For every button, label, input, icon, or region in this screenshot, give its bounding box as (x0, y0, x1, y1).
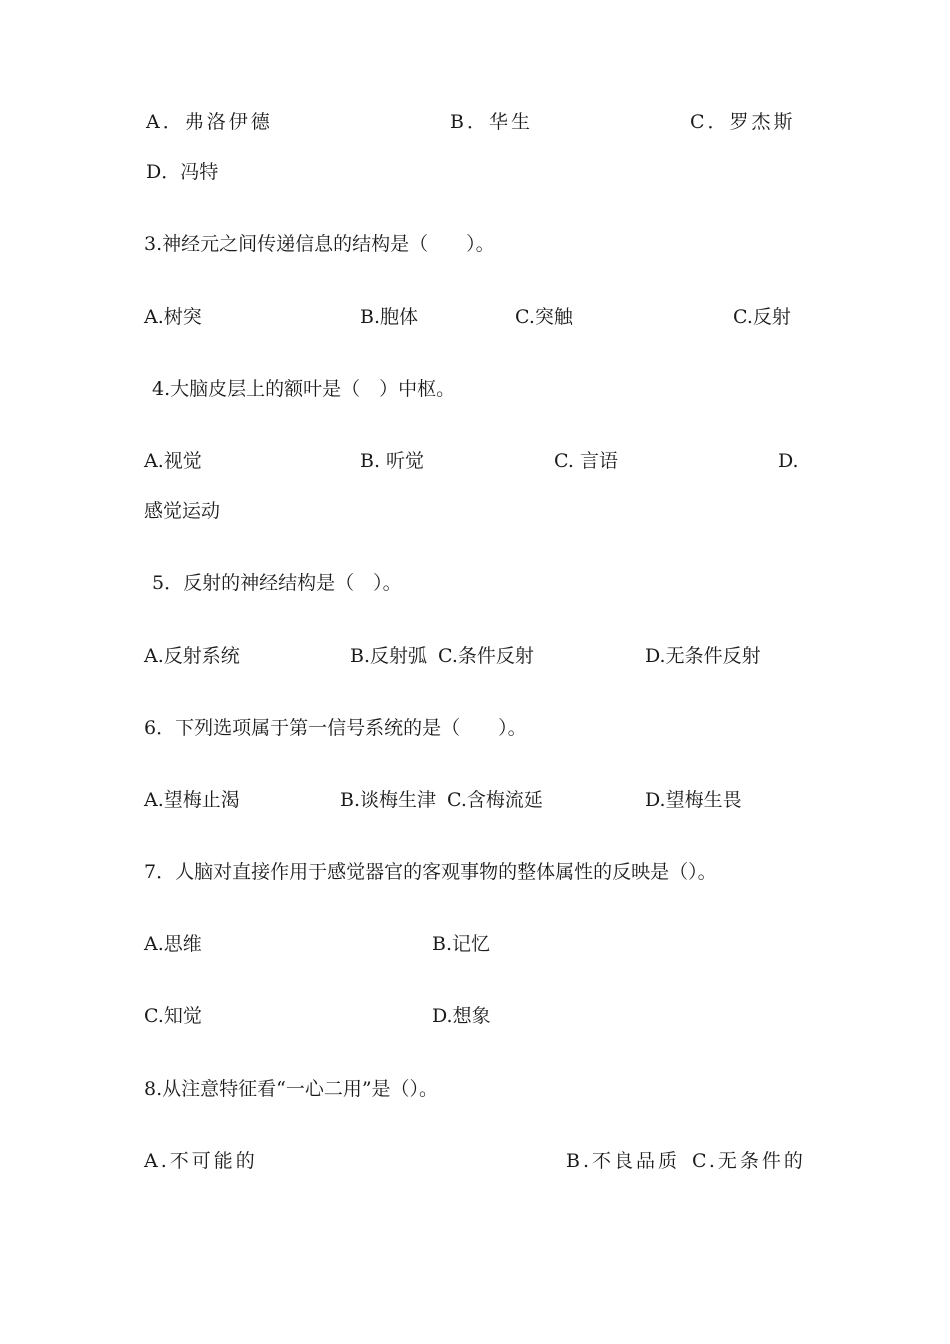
q6-option-c: C.含梅流延 (447, 789, 543, 811)
q8-stem: 8.从注意特征看“一心二用”是（）。 (144, 1078, 439, 1100)
q2-option-c: C．罗杰斯 (690, 111, 796, 133)
q8-option-a: A.不可能的 (144, 1150, 258, 1172)
q5-option-a: A.反射系统 (144, 645, 240, 667)
q7-options-row-1 (0, 932, 950, 956)
q8-option-c: C.无条件的 (692, 1150, 806, 1172)
q3-option-c: C.突触 (515, 306, 573, 328)
q3-option-d: C.反射 (733, 306, 791, 328)
q6-stem: 6．下列选项属于第一信号系统的是（ ）。 (144, 717, 527, 739)
q6-options-row (0, 788, 950, 812)
q4-option-d-label: D. (778, 450, 799, 472)
q6-option-d: D.望梅生畏 (645, 789, 742, 811)
q3-option-b: B.胞体 (360, 306, 419, 328)
q7-option-a: A.思维 (144, 933, 202, 955)
q4-option-c: C. 言语 (554, 450, 618, 472)
q7-option-b: B.记忆 (432, 933, 491, 955)
q7-options-row-2 (0, 1004, 950, 1028)
q6-option-b: B.谈梅生津 (340, 789, 437, 811)
q4-option-a: A.视觉 (144, 450, 202, 472)
q2-options-row-1 (0, 110, 950, 134)
q4-stem: 4.大脑皮层上的额叶是（ ）中枢。 (152, 378, 456, 400)
q8-options-row (0, 1149, 950, 1173)
q2-option-a: A．弗洛伊德 (146, 111, 273, 133)
q5-option-c: C.条件反射 (438, 645, 534, 667)
q5-option-d: D.无条件反射 (645, 645, 761, 667)
q6-option-a: A.望梅止渴 (144, 789, 240, 811)
q2-option-b: B．华生 (450, 111, 533, 133)
q3-option-a: A.树突 (144, 306, 202, 328)
q4-options-row (0, 449, 950, 473)
q7-option-c: C.知觉 (144, 1005, 202, 1027)
q8-option-b: B.不良品质 (566, 1150, 681, 1172)
q5-option-b: B.反射弧 (350, 645, 428, 667)
q4-option-b: B. 听觉 (360, 450, 425, 472)
q5-options-row (0, 644, 950, 668)
q3-stem: 3.神经元之间传递信息的结构是（ ）。 (144, 233, 495, 255)
q7-stem: 7．人脑对直接作用于感觉器官的客观事物的整体属性的反映是（）。 (144, 861, 717, 883)
q3-options-row (0, 305, 950, 329)
q4-option-d-text: 感觉运动 (144, 500, 221, 522)
q2-option-d: D．冯特 (146, 161, 219, 183)
q7-option-d: D.想象 (432, 1005, 491, 1027)
q5-stem: 5．反射的神经结构是（ ）。 (152, 572, 402, 594)
